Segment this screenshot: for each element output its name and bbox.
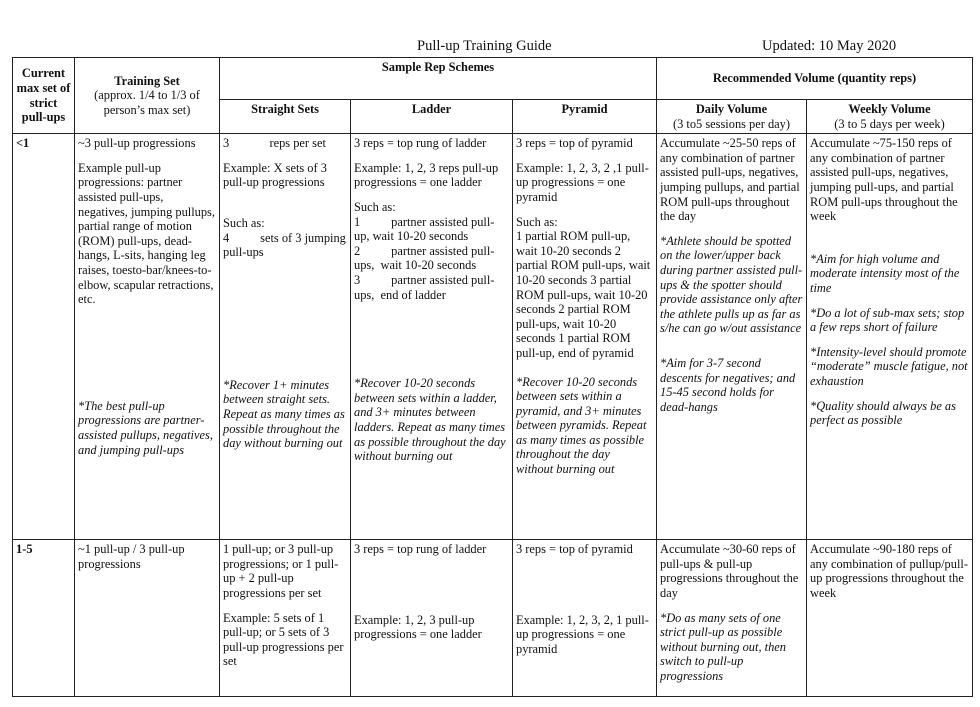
weekly-intro: Accumulate ~75-150 reps of any combination of partner assisted pull-ups, negatives, jumping pull-ups, and partial ROM pull-ups throughout the week bbox=[810, 136, 958, 224]
training-set-intro: ~3 pull-up progressions bbox=[78, 136, 196, 151]
training-set-intro: ~1 pull-up / 3 pull-up progressions bbox=[78, 542, 185, 571]
header-weekly-volume-sub: (3 to 5 days per week) bbox=[834, 116, 945, 131]
header-daily-volume-label: Daily Volume bbox=[695, 102, 768, 116]
ladder-cell bbox=[351, 134, 513, 540]
training-set-cell bbox=[75, 540, 220, 697]
header-daily-volume-sub: (3 to5 sessions per day) bbox=[672, 116, 790, 131]
training-set-cell bbox=[75, 134, 220, 540]
daily-note: *Athlete should be spotted on the lower/upper back during partner assisted pull-ups & the spotter should provide assistance only after the athlete pulls up as far as s/he can go w/out assistance bbox=[660, 233, 803, 336]
weekly-note: *Quality should always be as perfect as possible bbox=[810, 398, 956, 428]
header-training-set-label: Training Set bbox=[114, 73, 180, 88]
header-pyramid: Pyramid bbox=[513, 100, 657, 134]
pyramid-cell bbox=[513, 540, 657, 697]
ladder-example: Example: 1, 2, 3 reps pull-up progressions = one ladder bbox=[354, 160, 499, 190]
straight-intro: 1 pull-up; or 3 pull-up progressions; or 1 pull-up + 2 pull-up progressions per set bbox=[223, 542, 339, 600]
daily-volume-cell bbox=[657, 134, 807, 540]
weekly-note: *Do a lot of sub-max sets; stop a few reps short of failure bbox=[810, 305, 965, 335]
document-title: Pull-up Training Guide bbox=[417, 38, 552, 54]
ladder-intro: 3 reps = top rung of ladder bbox=[354, 542, 487, 557]
header-ladder: Ladder bbox=[351, 100, 513, 134]
weekly-intro: Accumulate ~90-180 reps of any combination of pullup/pull-up progressions throughout the week bbox=[810, 542, 968, 600]
pyramid-cell bbox=[513, 134, 657, 540]
header-straight-sets: Straight Sets bbox=[220, 100, 351, 134]
straight-intro: 3 reps per set bbox=[223, 136, 326, 151]
updated-date: Updated: 10 May 2020 bbox=[762, 38, 897, 54]
training-guide-table bbox=[12, 57, 973, 697]
ladder-intro: 3 reps = top rung of ladder bbox=[354, 136, 487, 151]
training-set-example: Example pull-up progressions: partner assisted pull-ups, negatives, jumping pullups, partial range of motion (ROM) pull-ups, dead-hangs, L-sits, hanging leg raises, toesto-bar/knees-to-elbow, scapular retractions, etc. bbox=[78, 160, 215, 307]
table-row bbox=[13, 540, 973, 697]
row-label: <1 bbox=[13, 134, 75, 540]
ladder-note: *Recover 10-20 seconds between sets within a ladder, and 3+ minutes between ladders. Repeat as many times as possible throughout the day without burning out bbox=[354, 376, 506, 464]
table-row bbox=[13, 134, 973, 540]
weekly-note: *Intensity-level should promote “moderate” muscle fatigue, not exhaustion bbox=[810, 344, 968, 388]
pyramid-note: *Recover 10-20 seconds between sets within a pyramid, and 3+ minutes between pyramids. Repeat as many times as possible throughout the day bbox=[516, 374, 647, 462]
weekly-volume-cell bbox=[807, 540, 973, 697]
ladder-step: 2 partner assisted pull-ups, wait 10-20 seconds bbox=[354, 243, 495, 273]
weekly-note: *Aim for high volume and moderate intensity most of the time bbox=[810, 251, 960, 295]
pyramid-note-tail: without burning out bbox=[516, 462, 615, 477]
ladder-step: 1 partner assisted pull-up, wait 10-20 seconds bbox=[354, 214, 495, 244]
pyramid-steps: 1 partial ROM pull-up, wait 10-20 seconds 2 partial ROM pull-ups, wait 10-20 seconds 3 partial ROM pull-ups, wait 10-20 seconds 2 partial ROM pull-ups, wait 10-20 seconds 1 partial ROM pull-up, end of pyramid bbox=[516, 229, 651, 360]
daily-intro: Accumulate ~30-60 reps of pull-ups & pull-up progressions throughout the day bbox=[660, 542, 799, 600]
pyramid-example: Example: 1, 2, 3, 2 ,1 pull-up progressions = one pyramid bbox=[516, 160, 649, 204]
header-current-max: Current max set of strict pull-ups bbox=[13, 58, 75, 134]
straight-such-as: Such as: bbox=[223, 215, 265, 230]
header-recommended-volume: Recommended Volume (quantity reps) bbox=[657, 58, 973, 100]
straight-sets-cell bbox=[220, 134, 351, 540]
ladder-example: Example: 1, 2, 3 pull-up progressions = one ladder bbox=[354, 612, 482, 642]
header-weekly-volume-label: Weekly Volume bbox=[848, 102, 931, 116]
training-set-note: *The best pull-up progressions are partner-assisted pullups, negatives, and jumping pull-ups bbox=[78, 398, 213, 457]
ladder-step: 3 partner assisted pull-ups, end of ladder bbox=[354, 272, 495, 302]
straight-example: Example: 5 sets of 1 pull-up; or 5 sets of 3 pull-up progressions per set bbox=[223, 610, 344, 669]
ladder-such-as: Such as: bbox=[354, 199, 396, 214]
straight-such-detail: 4 sets of 3 jumping pull-ups bbox=[223, 230, 349, 260]
daily-note: *Aim for 3-7 second descents for negatives; and 15-45 second holds for dead-hangs bbox=[660, 355, 796, 414]
header-weekly-volume bbox=[807, 100, 973, 134]
ladder-cell bbox=[351, 540, 513, 697]
daily-intro: Accumulate ~25-50 reps of any combination of partner assisted pull-ups, negatives, jumping pullups, and partial ROM pull-ups throughout the day bbox=[660, 136, 800, 224]
header-sample-rep-schemes: Sample Rep Schemes bbox=[220, 58, 657, 100]
straight-sets-cell bbox=[220, 540, 351, 697]
header-training-set bbox=[75, 58, 220, 134]
pyramid-such-as: Such as: bbox=[516, 214, 558, 229]
header-training-set-sub: (approx. 1/4 to 1/3 of person’s max set) bbox=[94, 88, 200, 117]
straight-note: *Recover 1+ minutes between straight sets. Repeat as many times as possible throughout the day without burning out bbox=[223, 377, 345, 451]
row-label: 1-5 bbox=[13, 540, 75, 697]
pyramid-intro: 3 reps = top of pyramid bbox=[516, 542, 633, 557]
weekly-volume-cell bbox=[807, 134, 973, 540]
header-daily-volume bbox=[657, 100, 807, 134]
daily-note: *Do as many sets of one strict pull-up as possible without burning out, then switch to pull-up progressions bbox=[660, 610, 786, 683]
pyramid-intro: 3 reps = top of pyramid bbox=[516, 136, 633, 151]
daily-volume-cell bbox=[657, 540, 807, 697]
straight-example: Example: X sets of 3 pull-up progressions bbox=[223, 160, 327, 190]
pyramid-example: Example: 1, 2, 3, 2, 1 pull-up progressions = one pyramid bbox=[516, 612, 649, 656]
